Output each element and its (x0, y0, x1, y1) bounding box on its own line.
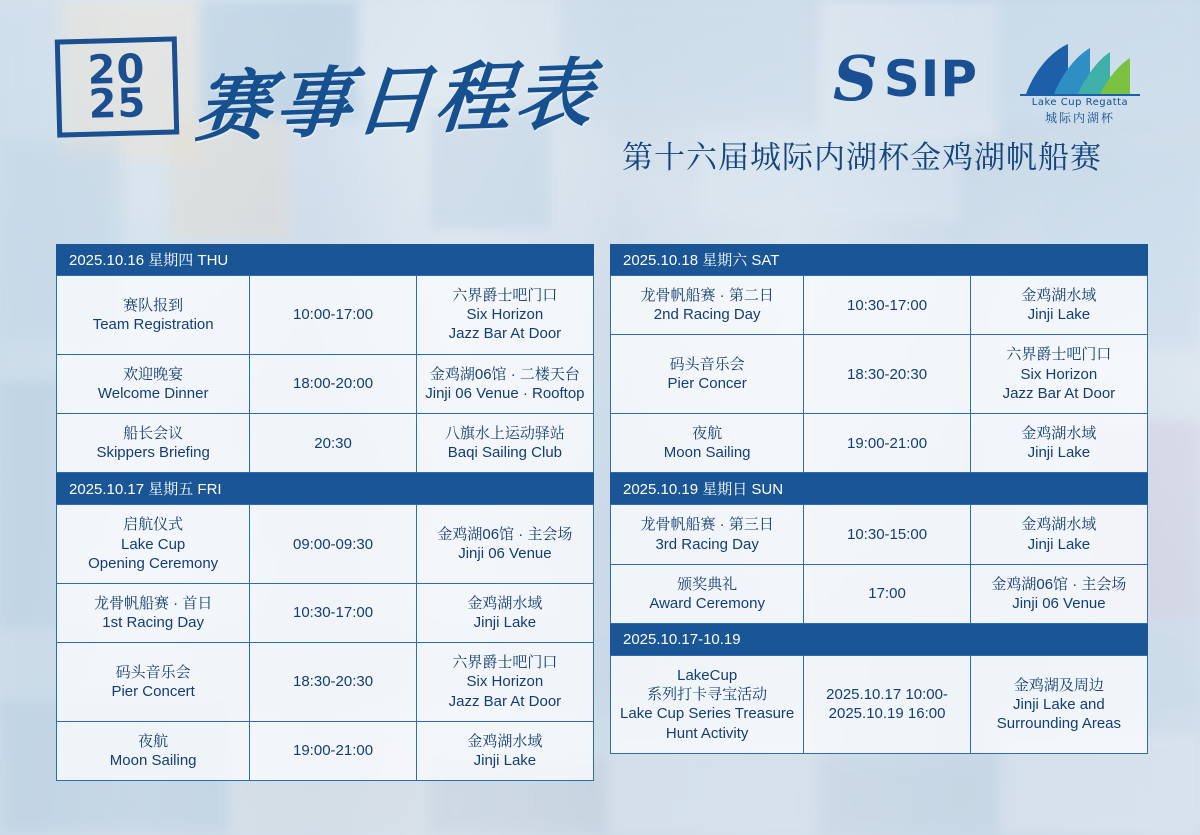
event-name-en: Welcome Dinner (97, 384, 209, 402)
venue-cell (970, 564, 1147, 623)
venue-en-line2: Jazz Bar At Door (1002, 384, 1116, 402)
venue-en-line1: Jinji Lake (473, 614, 537, 632)
event-cell (611, 505, 804, 564)
event-name-en: 2nd Racing Day (653, 306, 761, 324)
venue-cn: 八旗水上运动驿站 (444, 424, 565, 442)
event-name-cn: 夜航 (138, 732, 169, 750)
venue-en-line1: Six Horizon (466, 306, 544, 324)
venue-en-line1: Jinji 06 Venue (458, 545, 552, 563)
event-name-en: Team Registration (92, 315, 214, 333)
venue-cell (970, 413, 1147, 472)
day-header: 2025.10.17-10.19 (610, 624, 1148, 655)
event-name-cn: 码头音乐会 (669, 355, 745, 373)
venue-cell (970, 335, 1147, 414)
table-row (57, 643, 594, 722)
event-name-en: Lake Cup Series Treasure (620, 705, 795, 723)
venue-en-line2: Jazz Bar At Door (448, 692, 562, 710)
time-cell: 19:00-21:00 (804, 413, 970, 472)
day-header: 2025.10.17 星期五 FRI (56, 473, 594, 504)
sip-logo (832, 42, 978, 115)
page-header (0, 0, 1200, 215)
event-name-en: Skippers Briefing (96, 444, 210, 462)
venue-en-line2: Jazz Bar At Door (448, 325, 562, 343)
page-subtitle: 第十六届城际内湖杯金鸡湖帆船赛 (622, 140, 1102, 176)
venue-cn: 金鸡湖06馆 · 主会场 (991, 575, 1127, 593)
time-cell: 10:30-17:00 (804, 276, 970, 335)
time-cell: 20:30 (250, 413, 416, 472)
venue-en-line1: Jinji 06 Venue (1012, 594, 1106, 612)
table-row (57, 721, 594, 780)
event-name-cn: 龙骨帆船赛 · 首日 (93, 594, 213, 612)
event-name-cn: 欢迎晚宴 (123, 365, 184, 383)
venue-cn: 金鸡湖水域 (467, 732, 543, 750)
sailboat-icon (1020, 42, 1140, 96)
venue-cell (970, 656, 1147, 754)
event-cell (57, 721, 250, 780)
venue-en-line1: Jinji 06 Venue · Rooftop (425, 384, 585, 402)
venue-cell (970, 505, 1147, 564)
page-title: 赛事日程表 (190, 49, 601, 152)
event-name-en: Moon Sailing (663, 444, 751, 462)
time-line2: 2025.10.19 16:00 (828, 705, 946, 723)
event-name-cn: 码头音乐会 (115, 663, 191, 681)
schedule-table (610, 655, 1148, 754)
schedule-columns (56, 244, 1148, 781)
time-cell: 10:00-17:00 (250, 276, 416, 355)
time-cell: 09:00-09:30 (250, 505, 416, 584)
venue-en-line2: Surrounding Areas (996, 715, 1122, 733)
event-name-cn: 船长会议 (123, 424, 184, 442)
sip-logo-mark-icon: S (832, 42, 878, 115)
table-row (611, 335, 1148, 414)
time-line1: 2025.10.17 10:00- (826, 686, 948, 704)
event-name-cn: 龙骨帆船赛 · 第三日 (640, 516, 774, 534)
event-name-en: Lake Cup (121, 535, 186, 553)
event-name-en: 3rd Racing Day (655, 535, 759, 553)
venue-cn: 六界爵士吧门口 (1006, 346, 1112, 364)
event-cell (611, 564, 804, 623)
venue-en-line1: Jinji Lake (1027, 306, 1091, 324)
venue-cn: 六界爵士吧门口 (452, 654, 558, 672)
venue-cell (416, 505, 593, 584)
venue-cell (416, 721, 593, 780)
event-cell (611, 413, 804, 472)
table-row (57, 413, 594, 472)
table-row (611, 656, 1148, 754)
time-cell: 18:30-20:30 (804, 335, 970, 414)
time-cell (804, 656, 970, 754)
event-name-en: Moon Sailing (109, 752, 197, 769)
venue-cn: 金鸡湖水域 (1021, 424, 1097, 442)
event-name-cn: 启航仪式 (123, 516, 184, 534)
event-name-cn: 夜航 (692, 424, 723, 442)
venue-cn: 金鸡湖水域 (467, 594, 543, 612)
schedule-table (56, 504, 594, 781)
event-name-en-line2: Hunt Activity (665, 724, 749, 742)
lake-cup-regatta-logo (1012, 40, 1148, 126)
event-name-en: 1st Racing Day (102, 614, 205, 632)
venue-en-line1: Jinji Lake (1027, 444, 1091, 462)
year-badge (55, 36, 180, 137)
schedule-column-left (56, 244, 594, 781)
event-name-en: Pier Concer (667, 375, 747, 393)
table-row (611, 564, 1148, 623)
schedule-column-right (610, 244, 1148, 781)
cup-logo-label-en: Lake Cup Regatta (1031, 97, 1129, 108)
day-header: 2025.10.16 星期四 THU (56, 244, 594, 275)
venue-en-line1: Jinji Lake (473, 752, 537, 769)
event-cell (57, 354, 250, 413)
venue-cell (416, 276, 593, 355)
event-name-en-line2: Opening Ceremony (88, 554, 219, 572)
sip-logo-text: SIP (883, 50, 978, 108)
event-cell (611, 276, 804, 335)
time-cell: 10:30-17:00 (250, 583, 416, 642)
year-text: 20 25 (87, 45, 147, 128)
time-cell: 10:30-15:00 (804, 505, 970, 564)
venue-cn: 金鸡湖水域 (1021, 287, 1097, 304)
cup-logo-label-cn: 城际内湖杯 (1044, 111, 1115, 125)
table-row (57, 583, 594, 642)
venue-cn: 六界爵士吧门口 (452, 287, 558, 304)
schedule-table (56, 275, 594, 473)
venue-cell (416, 354, 593, 413)
day-header: 2025.10.18 星期六 SAT (610, 244, 1148, 275)
event-cell (611, 335, 804, 414)
event-name-en: Pier Concert (111, 683, 195, 701)
venue-cn: 金鸡湖06馆 · 主会场 (437, 525, 573, 543)
event-cell (611, 656, 804, 754)
venue-cell (416, 643, 593, 722)
table-row (57, 354, 594, 413)
venue-cell (970, 276, 1147, 335)
venue-en-line1: Six Horizon (1020, 365, 1098, 383)
table-row (611, 276, 1148, 335)
venue-cell (416, 583, 593, 642)
venue-en-line1: Jinji Lake (1027, 535, 1091, 553)
table-row (57, 505, 594, 584)
table-row (611, 413, 1148, 472)
venue-en-line1: Six Horizon (466, 673, 544, 691)
event-name-cn: 龙骨帆船赛 · 第二日 (640, 287, 774, 304)
time-cell: 18:00-20:00 (250, 354, 416, 413)
venue-cn: 金鸡湖及周边 (1013, 676, 1104, 694)
venue-cn: 金鸡湖06馆 · 二楼天台 (429, 365, 580, 383)
event-name-cn-line2: 系列打卡寻宝活动 (647, 686, 768, 704)
event-cell (57, 276, 250, 355)
venue-en-line1: Baqi Sailing Club (447, 444, 563, 462)
event-name-cn: LakeCup (677, 667, 738, 685)
event-cell (57, 643, 250, 722)
event-cell (57, 583, 250, 642)
event-name-en: Award Ceremony (649, 594, 765, 612)
schedule-table (610, 275, 1148, 473)
event-cell (57, 413, 250, 472)
event-name-cn: 赛队报到 (123, 296, 184, 314)
table-row (57, 276, 594, 355)
time-cell: 18:30-20:30 (250, 643, 416, 722)
event-name-cn: 颁奖典礼 (677, 575, 738, 593)
venue-cell (416, 413, 593, 472)
venue-en-line1: Jinji Lake and (1013, 695, 1105, 713)
table-row (611, 505, 1148, 564)
venue-cn: 金鸡湖水域 (1021, 516, 1097, 534)
day-header: 2025.10.19 星期日 SUN (610, 473, 1148, 504)
time-cell: 19:00-21:00 (250, 721, 416, 780)
schedule-table (610, 504, 1148, 624)
event-cell (57, 505, 250, 584)
time-cell: 17:00 (804, 564, 970, 623)
